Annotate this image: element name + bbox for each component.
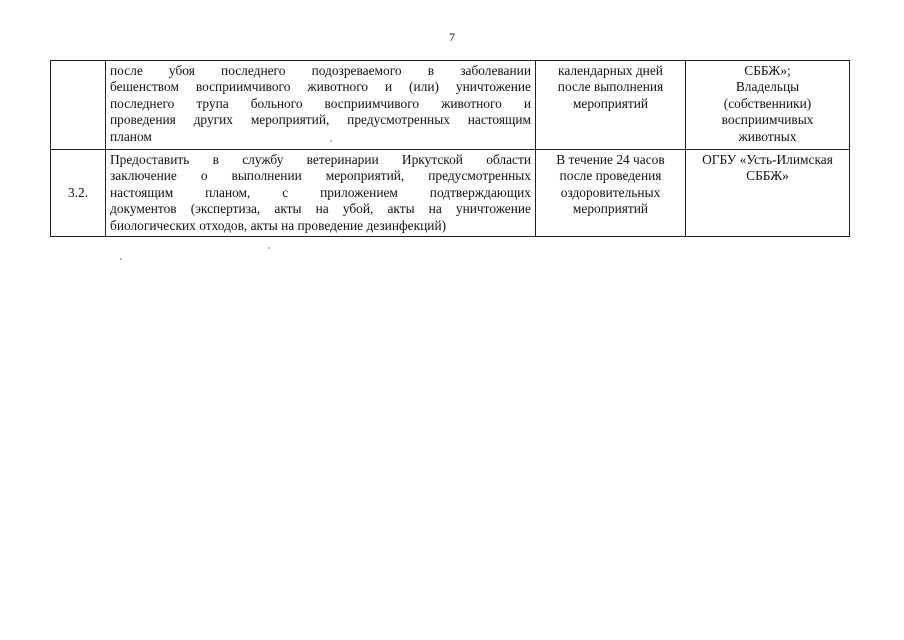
responsible-line: ОГБУ «Усть-Илимская [702,152,833,167]
plan-table [50,60,850,237]
responsible-cell [686,61,850,150]
action-line: проведения других мероприятий, предусмотренных настоящим [110,112,531,128]
action-line: Предоставить в службу ветеринарии Иркутской области [110,152,531,167]
action-line: заключение о выполнении мероприятий, предусмотренных [110,168,531,184]
action-line: настоящим планом, с приложением подтверждающих [110,184,531,200]
action-cell [106,61,536,150]
action-line: планом [110,128,152,144]
responsible-line: СББЖ» [746,168,789,184]
term-line: после выполнения [557,79,664,95]
scan-speck [120,258,122,260]
action-line: бешенством восприимчивого животного и (или) уничтожение [110,79,531,95]
responsible-line: Владельцы [735,79,800,95]
term-cell [536,150,686,237]
term-line: календарных дней [558,63,663,78]
scan-speck [268,247,270,249]
term-line: оздоровительных [560,184,661,200]
action-line: биологических отходов, акты на проведение дезинфекций) [110,217,447,233]
table-row [51,150,850,237]
term-line: мероприятий [572,95,649,111]
responsible-cell [686,150,850,237]
action-cell [106,150,536,237]
term-line: после проведения [559,168,662,184]
row-number-cell: 3.2. [51,150,106,237]
scan-speck [330,140,332,142]
action-line: документов (экспертиза, акты на убой, акты на уничтожение [110,201,531,217]
term-line: мероприятий [572,201,649,217]
responsible-line: (собственники) [723,95,812,111]
action-line: после убоя последнего подозреваемого в заболевании [110,63,531,78]
responsible-line: животных [738,128,797,144]
page-number: 7 [449,30,455,44]
row-number-cell [51,61,106,150]
term-cell [536,61,686,150]
responsible-line: восприимчивых [721,112,814,128]
responsible-line: СББЖ»; [744,63,791,78]
action-line: последнего трупа больного восприимчивого животного и [110,95,531,111]
term-line: В течение 24 часов [556,152,665,167]
table-row [51,61,850,150]
